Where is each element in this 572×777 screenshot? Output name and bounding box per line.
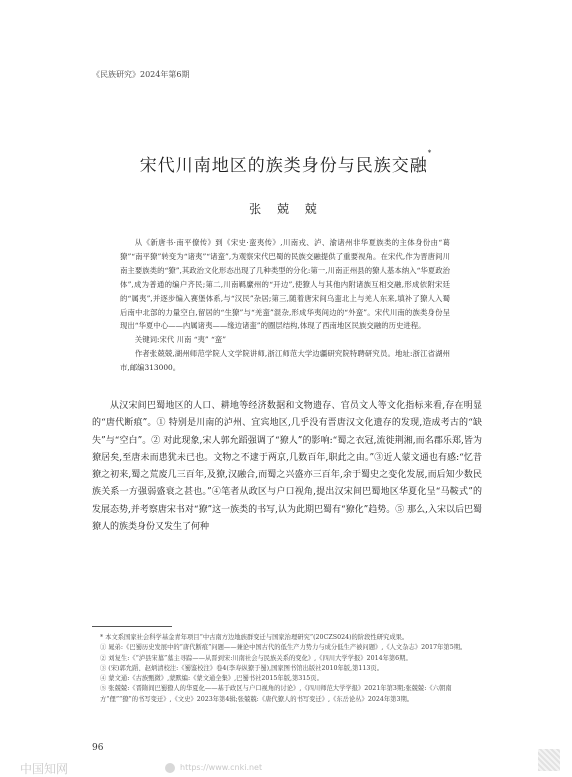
cnki-url: https://www.cnki.net xyxy=(180,763,263,772)
keywords-text: 宋代 川南 “夷” “蛮” xyxy=(159,335,226,345)
footnote-item: * 本文系国家社会科学基金青年项目“中古南方边地族群变迁与国家治理研究”(20CZS024)的阶段性研究成果。 xyxy=(100,634,409,641)
footnote-item: ① 晁弟:《巴蜀历史发展中的“唐代断痕”问题——兼论中国古代的低生产力势力与成分低生产被问题》,《人文杂志》2017年第5期。 xyxy=(100,644,467,652)
footnote-item: ④ 蒙文通:《古族甄微》,蒙默编:《蒙文通全集》,巴蜀书社2015年版,第315页。 xyxy=(100,675,323,683)
abstract-text: 从《新唐书·南平僚传》到《宋史·蛮夷传》,川南戎、泸、渝诸州非华夏族类的主体身份由“葛獠”“南平獠”转变为“诸夷”“诸蛮”,为观察宋代巴蜀的民族交融提供了重要视角。在宋代,作为晋唐间川南主要族类的“獠”,其政治文化形态出现了几种类型的分化:第一,川南正州县的獠人基本纳入“华夏政治体”,成为普通的编户齐民;第二,川南羁縻州的“开边”,使獠人与其他内附诸族互相交融,形成依附宋廷的“属夷”,并逐步编入赛堡体系,与“汉民”杂居;第三,随着唐宋间乌蛮北上与羌人东来,填补了獠人入蜀后南中北部的力量空白,留居的“生獠”与“羌蛮”混杂,形成华夷间边的“外蛮”。宋代川南的族类身份呈现出“华夏中心——内属诸夷——缘边诸蛮”的圈层结构,体现了西南地区民族交融的历史进程。 xyxy=(120,238,450,331)
footnote-item: ⑤ 张兢兢:《晋隋间巴蜀獠人的华夏化——基于政区与户口视角的讨论》,《四川师范大学学报》2021年第3期;张兢兢:《六朝南方“俚”“獠”的书写变迁》,《文史》2023年第4辑;张兢兢:《唐代獠人的书写变迁》,《东岳论丛》2024年第3期。 xyxy=(100,685,452,703)
title-footnote-mark: * xyxy=(427,149,433,157)
body-text xyxy=(92,398,482,536)
body-paragraph: 从汉宋间巴蜀地区的人口、耕地等经济数据和文物遗存、官员文人等文化指标来看,存在明显的“唐代断痕”。① 特别是川南的泸州、宜宾地区,几乎没有晋唐汉文化遗存的发现,造成考古的“缺失”与“空白”。② 对此现象,宋人郭允蹈强调了“獠人”的影响:“蜀之衣冠,流徙荆湘,而名郡乐郑,皆为獠居矣,至唐未而患犹未已也。文物之不逮于两京,几数百年,职此之由。”③近人蒙文通也有感:“忆昔獠之初来,蜀之荒废几三百年,及獠,汉融合,而蜀之兴盛亦三百年,余于蜀史之变化发展,而后知少数民族关系一方强弱盛衰之甚也。”④笔者从政区与户口视角,提出汉宋间巴蜀地区华夏化呈“马鞍式”的发展态势,并考察唐宋书对“獠”这一族类的书写,认为此期巴蜀有“獠化”趋势。⑤ 那么,入宋以后巴蜀獠人的族类身份又发生了何种 xyxy=(92,401,482,533)
author-note: 作者张兢兢,湖州师范学院人文学院讲师,浙江师范大学边疆研究院特聘研究员。地址:浙江省湖州市,邮编313000。 xyxy=(120,349,450,373)
cnki-watermark xyxy=(20,763,560,775)
cnki-logo: 中国知网 xyxy=(20,762,69,776)
article-author: 张 兢 兢 xyxy=(249,202,323,216)
footnotes xyxy=(92,633,480,705)
footnote-item: ③ (宋)郭允蹈、赵炳清校注:《蜀鉴校注》卷4(李寿纵獠于蜀),国家图书馆出版社2010年版,第113页。 xyxy=(100,664,383,672)
keywords-line xyxy=(120,333,450,347)
abstract-block xyxy=(120,236,450,375)
globe-icon xyxy=(165,763,175,773)
footnote-rule xyxy=(92,626,172,627)
title-text: 宋代川南地区的族类身份与民族交融 xyxy=(139,156,428,176)
page-number: 96 xyxy=(92,743,104,753)
qr-code-icon xyxy=(538,749,560,771)
footnote-item: ② 刘复生:《“泸县宋墓”墓主寻踪——从晋到宋:川南社会与民族关系的变化》,《四川大学学报》2014年第6期。 xyxy=(100,654,412,662)
keywords-label: 关键词: xyxy=(134,335,160,345)
running-header: 《民族研究》2024年第6期 xyxy=(92,70,190,79)
article-title xyxy=(0,151,572,176)
